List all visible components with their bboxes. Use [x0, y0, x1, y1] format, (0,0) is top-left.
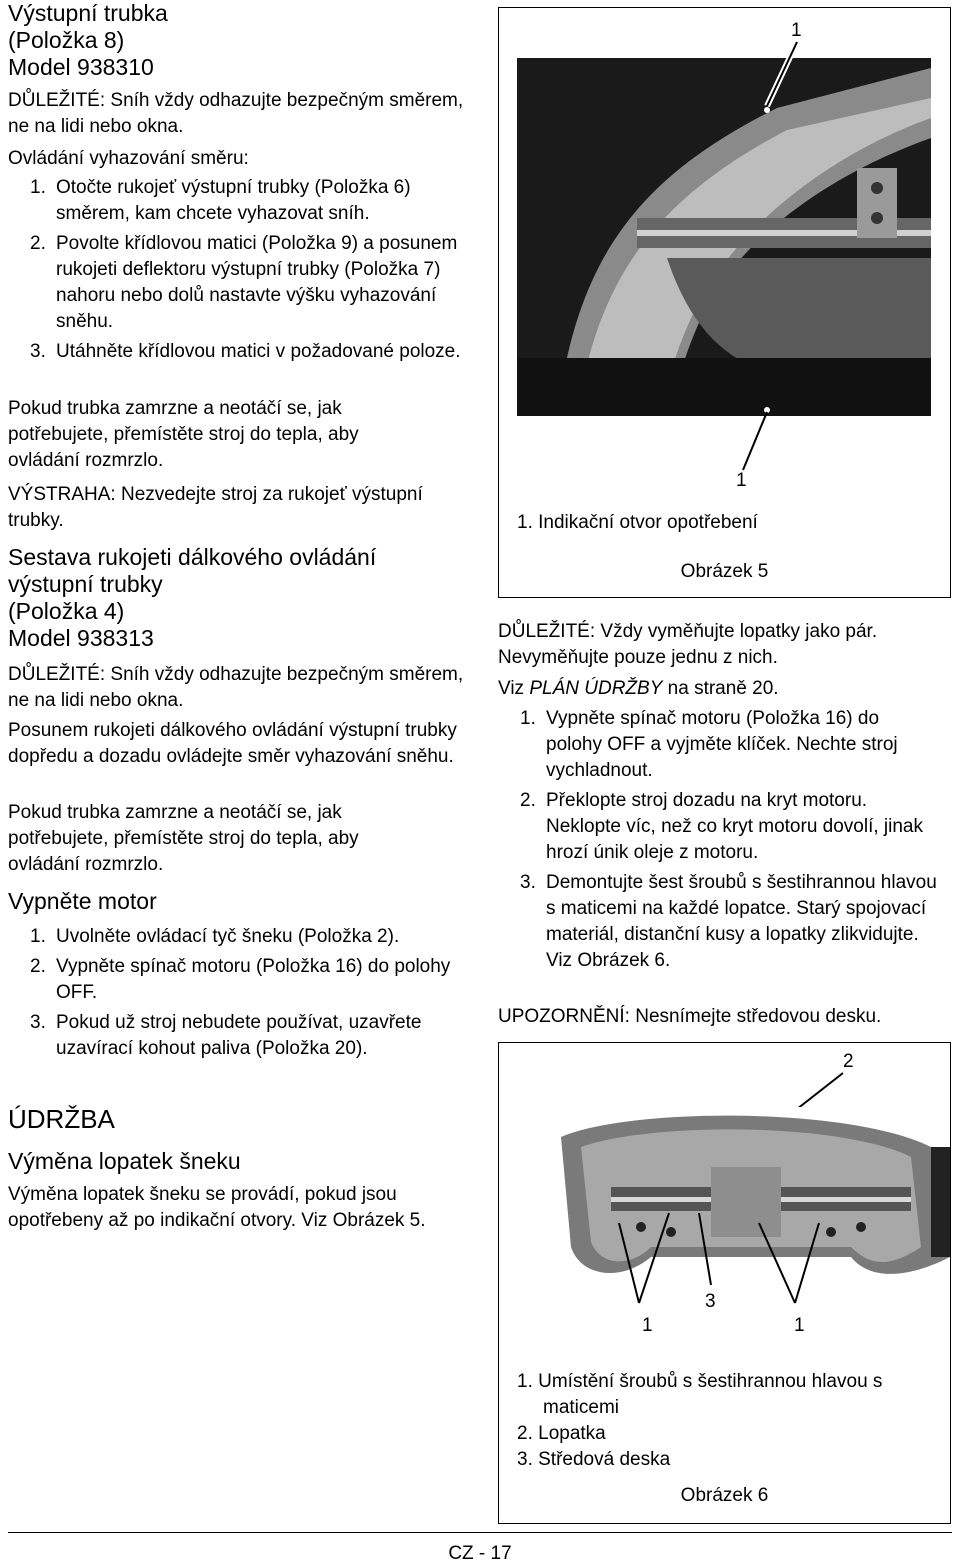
maintenance-plan-reference: Viz PLÁN ÚDRŽBY na straně 20. — [498, 678, 779, 699]
callout-1-bottom: 1 — [736, 470, 747, 491]
callout-1-left: 1 — [642, 1315, 653, 1336]
footer-divider — [8, 1532, 952, 1533]
callout-leader-top — [749, 38, 809, 118]
intro-text: Ovládání vyhazování směru: — [8, 148, 249, 169]
steps-list-paddles — [498, 706, 938, 974]
figure-5-caption: Obrázek 5 — [680, 561, 769, 582]
important-note-1 — [8, 88, 468, 140]
list-item: 1. Vypněte spínač motoru (Položka 16) do polohy OFF a vyjměte klíček. Nechte stroj vychladnout. — [520, 708, 898, 781]
figure-5-photo — [517, 58, 931, 416]
list-item: 1. Uvolněte ovládací tyč šneku (Položka 2). — [30, 926, 400, 947]
callout-leaders-bottom — [599, 1193, 839, 1313]
paddle-replacement-text: Výměna lopatek šneku se provádí, pokud jsou opotřebeny až po indikační otvory. Viz Obrázek 5. — [8, 1184, 426, 1231]
freeze-note-1: Pokud trubka zamrzne a neotáčí se, jak potřebujete, přemístěte stroj do tepla, aby ovládání rozmrzlo. — [8, 398, 359, 471]
important-label: DŮLEŽITÉ: — [8, 90, 106, 111]
heading-line: Výstupní trubka — [8, 0, 168, 26]
list-item: 3. Pokud už stroj nebudete používat, uzavřete uzavírací kohout paliva (Položka 20). — [30, 1012, 422, 1059]
important-note-3: DŮLEŽITÉ: Vždy vyměňujte lopatky jako pár. Nevyměňujte pouze jednu z nich. — [498, 621, 878, 668]
heading-line: (Položka 8) — [8, 27, 125, 53]
list-item: 2. Překlopte stroj dozadu na kryt motoru. Neklopte víc, než co kryt motoru dovolí, jinak hrozí únik oleje z motoru. — [520, 790, 923, 863]
steps-list-engine-off — [8, 924, 468, 1062]
important-text: Sníh vždy odhazujte bezpečným směrem, ne na lidi nebo okna. — [8, 90, 464, 137]
section-title-engine-off: Vypněte motor — [8, 888, 157, 914]
figure-6-box — [498, 1042, 951, 1524]
maintenance-plan-link[interactable]: PLÁN ÚDRŽBY — [529, 678, 663, 699]
figure-5-box — [498, 7, 951, 598]
callout-1-top: 1 — [791, 20, 802, 41]
section-title-maintenance: ÚDRŽBA — [8, 1104, 115, 1134]
figure-6-legend: 1. Umístění šroubů s šestihrannou hlavou s maticemi 2. Lopatka 3. Středová deska — [517, 1371, 883, 1470]
heading-line: Model 938310 — [8, 54, 154, 80]
section-title-discharge-chute — [8, 0, 168, 81]
list-item: 2. Povolte křídlovou matici (Položka 9) a posunem rukojeti deflektoru výstupní trubky (Položka 7) nahoru nebo dolů nastavte výšku vyhazování sněhu. — [30, 233, 458, 332]
page-number: CZ - 17 — [448, 1543, 512, 1564]
important-note-2: DŮLEŽITÉ: Sníh vždy odhazujte bezpečným směrem, ne na lidi nebo okna. — [8, 664, 464, 711]
callout-leader-bottom — [737, 408, 777, 478]
callout-1-right: 1 — [794, 1315, 805, 1336]
auger-paddle-wear-image — [517, 58, 931, 416]
list-item: 1. Otočte rukojeť výstupní trubky (Položka 6) směrem, kam chcete vyhazovat sníh. — [30, 177, 411, 224]
remote-handle-text: Posunem rukojeti dálkového ovládání výstupní trubky dopředu a dozadu ovládejte směr vyhazování sněhu. — [8, 720, 457, 767]
list-item: 3. Demontujte šest šroubů s šestihrannou hlavou s maticemi na každé lopatce. Starý spojovací materiál, distanční kusy a lopatky zlikvidujte. Viz Obrázek 6. — [520, 872, 937, 971]
callout-3: 3 — [705, 1291, 716, 1312]
figure-6-caption: Obrázek 6 — [680, 1485, 769, 1506]
figure-5-legend: 1. Indikační otvor opotřebení — [517, 512, 758, 533]
list-item: 3. Utáhněte křídlovou matici v požadované poloze. — [30, 341, 461, 362]
caution-note: UPOZORNĚNÍ: Nesnímejte středovou desku. — [498, 1006, 882, 1027]
steps-list-1 — [8, 175, 468, 365]
warning-text: Nezvedejte stroj za rukojeť výstupní trubky. — [8, 484, 423, 531]
section-title-remote-handle: Sestava rukojeti dálkového ovládání výstupní trubky (Položka 4) Model 938313 — [8, 544, 377, 651]
warning-label: VÝSTRAHA: — [8, 484, 116, 505]
section-title-paddle-replacement: Výměna lopatek šneku — [8, 1148, 241, 1174]
list-item: 2. Vypněte spínač motoru (Položka 16) do polohy OFF. — [30, 956, 451, 1003]
callout-2: 2 — [843, 1051, 854, 1072]
warning-note — [8, 482, 438, 534]
freeze-note-2: Pokud trubka zamrzne a neotáčí se, jak potřebujete, přemístěte stroj do tepla, aby ovládání rozmrzlo. — [8, 802, 359, 875]
